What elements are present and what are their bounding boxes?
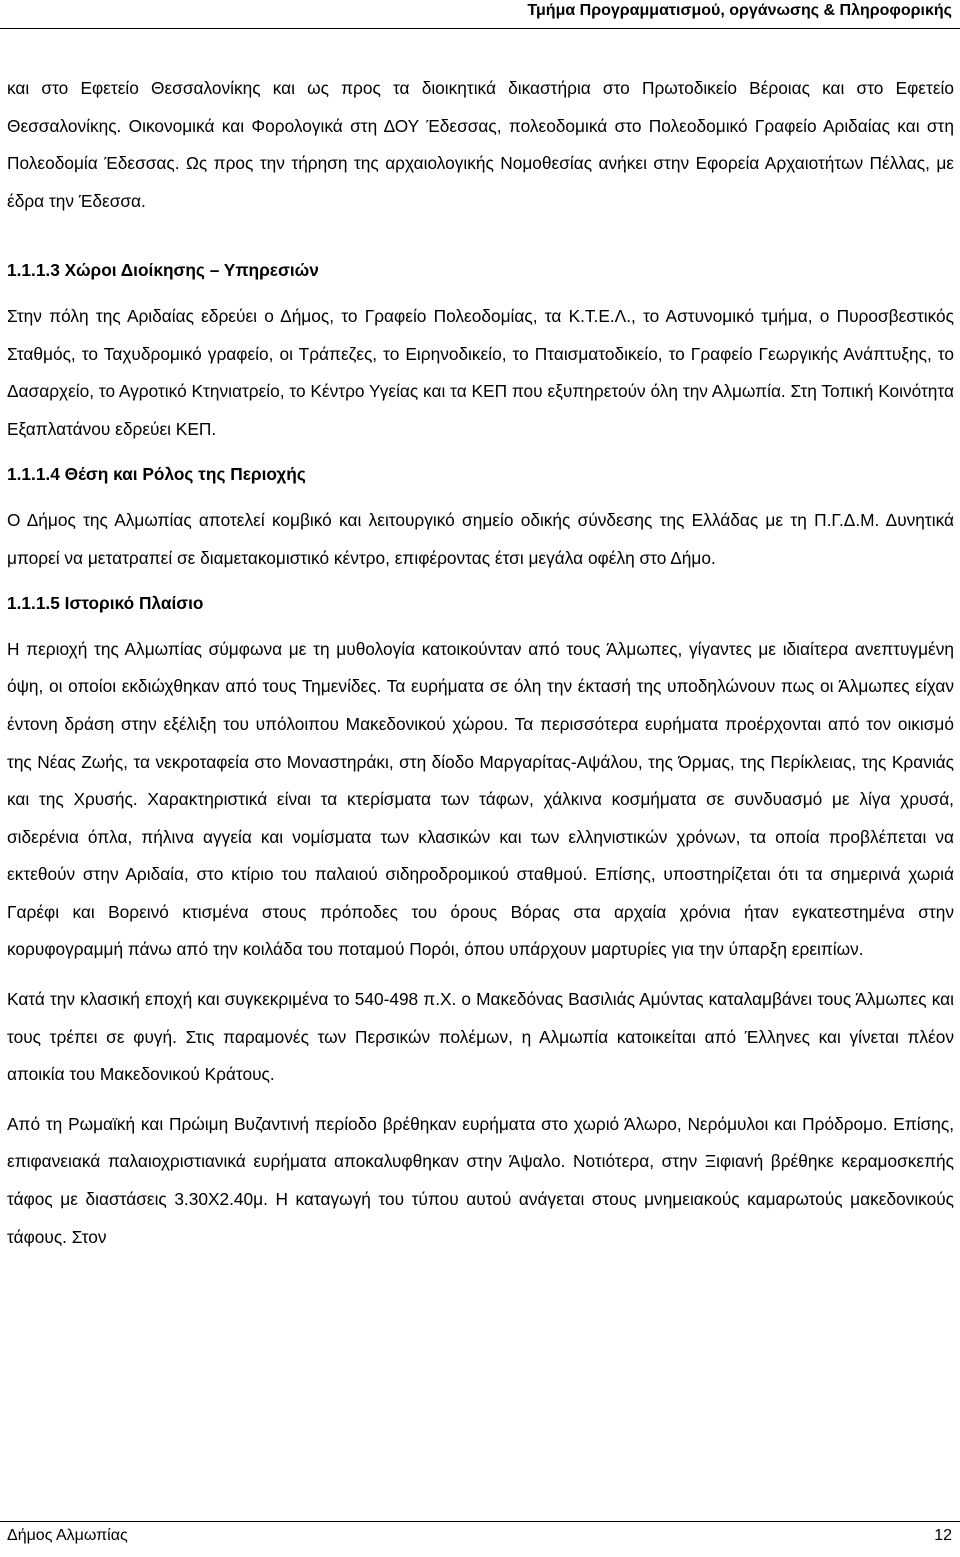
footer-municipality: Δήμος Αλμωπίας — [7, 1527, 128, 1544]
section-heading-1113: 1.1.1.3 Χώροι Διοίκησης – Υπηρεσιών — [7, 260, 319, 281]
section-paragraph-1115-b: Κατά την κλασική εποχή και συγκεκριμένα το 540-498 π.Χ. ο Μακεδόνας Βασιλιάς Αμύντας καταλαμβάνει τους Άλμωπες και τους τρέπει σε φυγή. Στις παραμονές των Περσικών πολέμων, η Αλμωπία κατοικείται από Έλληνες και γίνεται πλέον αποικία του Μακεδονικού Κράτους. — [7, 989, 954, 1085]
footer-divider — [0, 1521, 960, 1522]
page-header: Τμήμα Προγραμματισμού, οργάνωσης & Πληροφορικής — [527, 2, 952, 19]
header-divider — [0, 28, 960, 29]
intro-paragraph: και στο Εφετείο Θεσσαλονίκης και ως προς τα διοικητικά δικαστήρια στο Πρωτοδικείο Βέροιας και στο Εφετείο Θεσσαλονίκης. Οικονομικά και Φορολογικά στη ΔΟΥ Έδεσσας, πολεοδομικά στο Πολεοδομικό Γραφείο Αριδαίας και στη Πολεοδομία Έδεσσας. Ως προς την τήρηση της αρχαιολογικής Νομοθεσίας ανήκει στην Εφορεία Αρχαιοτήτων Πέλλας, με έδρα την Έδεσσα. — [7, 78, 954, 211]
page-footer — [7, 1527, 952, 1545]
section-paragraph-1115-c: Από τη Ρωμαϊκή και Πρώιμη Βυζαντινή περίοδο βρέθηκαν ευρήματα στο χωριό Άλωρο, Νερόμυλοι και Πρόδρομο. Επίσης, επιφανειακά παλαιοχριστιανικά ευρήματα αποκαλυφθηκαν στην Άψαλο. Νοτιότερα, στην Ξιφιανή βρέθηκε κεραμοσκεπής τάφος με διαστάσεις 3.30Χ2.40μ. Η καταγωγή του τύπου αυτού ανάγεται στους μνημειακούς καμαρωτούς μακεδονικούς τάφους. Στον — [7, 1113, 954, 1247]
section-heading-1115: 1.1.1.5 Ιστορικό Πλαίσιο — [7, 593, 204, 614]
section-heading-1114: 1.1.1.4 Θέση και Ρόλος της Περιοχής — [7, 464, 306, 485]
section-paragraph-1113: Στην πόλη της Αριδαίας εδρεύει ο Δήμος, το Γραφείο Πολεοδομίας, τα Κ.Τ.Ε.Λ., το Αστυνομικό τμήμα, ο Πυροσβεστικός Σταθμός, το Ταχυδρομικό γραφείο, οι Τράπεζες, το Ειρηνοδικείο, το Πταισματοδικείο, το Γραφείο Γεωργικής Ανάπτυξης, το Δασαρχείο, το Αγροτικό Κτηνιατρείο, το Κέντρο Υγείας και τα ΚΕΠ που εξυπηρετούν όλη την Αλμωπία. Στη Τοπική Κοινότητα Εξαπλατάνου εδρεύει ΚΕΠ. — [7, 305, 954, 439]
section-paragraph-1115-a: Η περιοχή της Αλμωπίας σύμφωνα με τη μυθολογία κατοικούνταν από τους Άλμωπες, γίγαντες με ιδιαίτερα ανεπτυγμένη όψη, οι οποίοι εκδιώχθηκαν από τους Τημενίδες. Τα ευρήματα σε όλη την έκτασή της υποδηλώνουν πως οι Άλμωπες είχαν έντονη δράση στην εξέλιξη του υπόλοιπου Μακεδονικού χώρου. Τα περισσότερα ευρήματα προέρχονται από τον οικισμό της Νέας Ζωής, τα νεκροταφεία στο Μοναστηράκι, στη δίοδο Μαργαρίτας-Αψάλου, της Όρμας, της Περίκλειας, της Κρανιάς και της Χρυσής. Χαρακτηριστικά είναι τα κτερίσματα των τάφων, χάλκινα κοσμήματα σε συνδυασμό με λίγα χρυσά, σιδερένια όπλα, πήλινα αγγεία και νομίσματα των κλασικών και των ελληνιστικών χρόνων, τα οποία προβλέπεται να εκτεθούν στην Αριδαία, στο κτίριο του παλαιού σιδηροδρομικού σταθμού. Επίσης, υποστηρίζεται ότι τα σημερινά χωριά Γαρέφι και Βορεινό κτισμένα στους πρόποδες του όρους Βόρας στα αρχαία χρόνια ήταν εγκατεστημένα στην κορυφογραμμή πάνω από την κοιλάδα του ποταμού Πορόι, όπου υπάρχουν μαρτυρίες για την ύπαρξη ερειπίων. — [7, 638, 954, 960]
page-number: 12 — [934, 1527, 952, 1544]
document-body — [7, 70, 954, 1256]
section-paragraph-1114: Ο Δήμος της Αλμωπίας αποτελεί κομβικό και λειτουργικό σημείο οδικής σύνδεσης της Ελλάδας με τη Π.Γ.Δ.Μ. Δυνητικά μπορεί να μετατραπεί σε διαμετακομιστικό κέντρο, επιφέροντας έτσι μεγάλα οφέλη στο Δήμο. — [7, 509, 954, 568]
